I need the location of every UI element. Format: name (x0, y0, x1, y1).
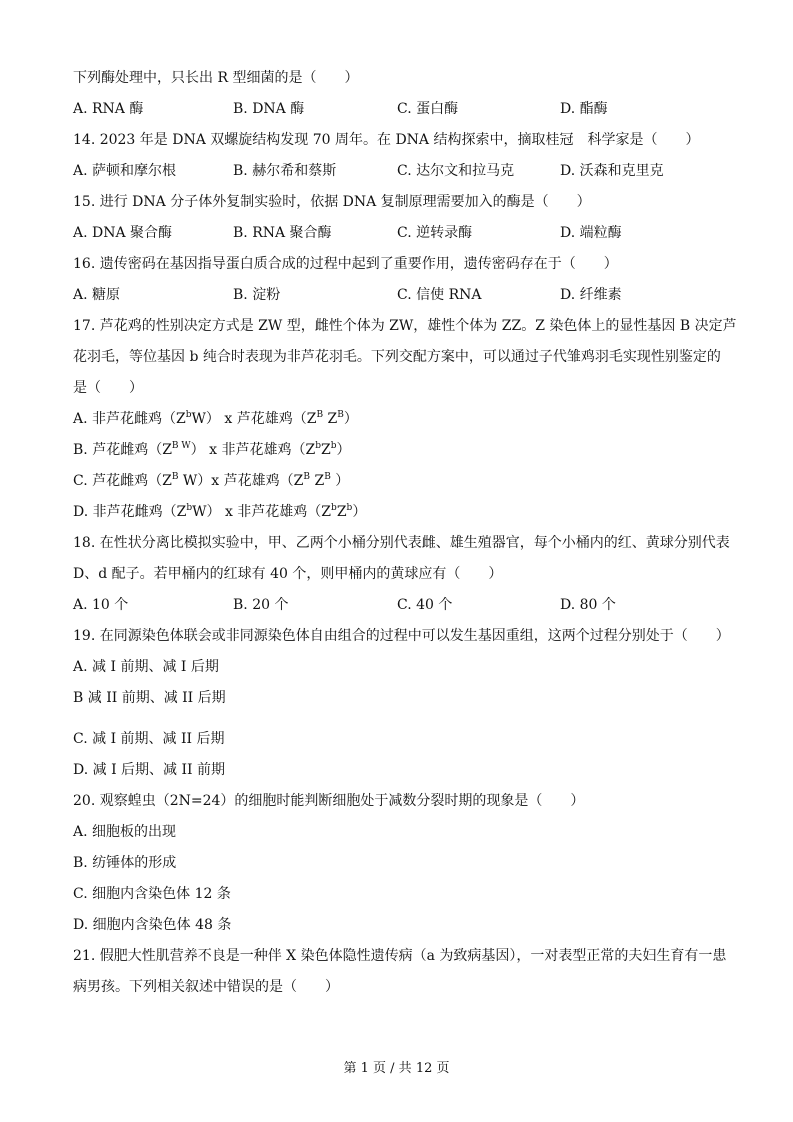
answer-option: B. DNA 酶 (233, 101, 305, 117)
text-segment: 花羽毛，等位基因 b 纯合时表现为非芦花羽毛。下列交配方案中，可以通过子代雏鸡羽毛实现性别鉴定的 (73, 349, 721, 365)
text-segment: 20. 观察蝗虫（2N=24）的细胞时能判断细胞处于减数分裂时期的现象是（ ） (73, 793, 585, 809)
answer-option: C. 达尔文和拉马克 (397, 163, 515, 179)
text-line (73, 311, 737, 342)
text-segment: W）x 芦花雄鸡（Z (178, 473, 304, 489)
superscript: B (171, 472, 179, 482)
option-row (73, 156, 733, 187)
answer-option: C. 蛋白酶 (397, 101, 459, 117)
text-segment: A. 非芦花雌鸡（Z (73, 411, 186, 427)
answer-option: D. 酯酶 (560, 101, 608, 117)
text-segment: C. 细胞内含染色体 12 条 (73, 886, 231, 902)
text-line (73, 755, 733, 786)
text-line (73, 187, 733, 218)
option-row (73, 218, 733, 249)
text-segment: B 减 II 前期、减 II 后期 (73, 690, 226, 706)
text-segment: 16. 遗传密码在基因指导蛋白质合成的过程中起到了重要作用，遗传密码存在于（ ） (73, 256, 618, 272)
answer-option: C. 40 个 (397, 597, 453, 613)
text-line (73, 621, 733, 652)
answer-option: A. 10 个 (73, 597, 129, 613)
text-segment: ） (330, 473, 350, 489)
answer-option: A. RNA 酶 (73, 101, 144, 117)
option-row (73, 590, 733, 621)
text-line (73, 466, 733, 497)
text-line (73, 528, 733, 559)
text-segment: 17. 芦花鸡的性别决定方式是 ZW 型，雌性个体为 ZW，雄性个体为 ZZ。Z 染色体上的显性基因 B 决定芦 (73, 318, 737, 334)
text-segment: 21. 假肥大性肌营养不良是一种伴 X 染色体隐性遗传病（a 为致病基因），一对表型正常的夫妇生育有一患 (73, 948, 727, 964)
superscript: B W (171, 441, 191, 451)
superscript: b (331, 503, 337, 513)
text-segment: D. 减 I 后期、减 II 前期 (73, 762, 226, 778)
text-segment: 是（ ） (73, 380, 143, 396)
text-line (73, 404, 733, 435)
text-segment: ） (343, 411, 358, 427)
text-segment: Z (310, 473, 325, 489)
text-line (73, 941, 733, 972)
text-segment: B. 芦花雌鸡（Z (73, 442, 172, 458)
text-segment: Z (323, 411, 338, 427)
text-line (73, 848, 733, 879)
option-row (73, 280, 733, 311)
text-segment: 14. 2023 年是 DNA 双螺旋结构发现 70 周年。在 DNA 结构探索中，摘取桂冠 科学家是（ ） (73, 132, 700, 148)
text-segment: 病男孩。下列相关叙述中错误的是（ ） (73, 979, 339, 995)
superscript: B (303, 472, 311, 482)
answer-option: A. 糖原 (73, 287, 121, 303)
text-line (73, 652, 733, 683)
answer-option: B. 20 个 (233, 597, 289, 613)
answer-option: A. 萨顿和摩尔根 (73, 163, 177, 179)
text-segment: 15. 进行 DNA 分子体外复制实验时，依据 DNA 复制原理需要加入的酶是（ ） (73, 194, 591, 210)
text-line (73, 125, 733, 156)
text-line (73, 724, 733, 755)
option-row (73, 94, 733, 125)
superscript: b (185, 410, 192, 420)
answer-option: B. 淀粉 (233, 287, 281, 303)
answer-option: D. 端粒酶 (560, 225, 622, 241)
answer-option: C. 信使 RNA (397, 287, 482, 303)
text-segment: B. 纺锤体的形成 (73, 855, 177, 871)
text-line (73, 972, 733, 1003)
text-segment: D. 细胞内含染色体 48 条 (73, 917, 232, 933)
text-line (73, 342, 733, 373)
text-line (73, 497, 733, 528)
text-segment: 下列酶处理中，只长出 R 型细菌的是（ ） (73, 70, 359, 86)
text-line (73, 249, 733, 280)
text-line (73, 786, 733, 817)
text-line (73, 879, 733, 910)
answer-option: B. RNA 聚合酶 (233, 225, 332, 241)
superscript: B (324, 472, 331, 482)
superscript: b (315, 441, 321, 451)
text-segment: C. 减 I 前期、减 II 后期 (73, 731, 225, 747)
answer-option: D. 沃森和克里克 (560, 163, 664, 179)
text-segment: 19. 在同源染色体联会或非同源染色体自由组合的过程中可以发生基因重组，这两个过程分别处于（ ） (73, 628, 730, 644)
text-segment: C. 芦花雌鸡（Z (73, 473, 172, 489)
text-segment: ） (352, 504, 367, 520)
text-line (73, 559, 733, 590)
text-line (73, 63, 733, 94)
text-line (73, 683, 733, 714)
document-body (73, 63, 737, 1003)
page-footer: 第 1 页 / 共 12 页 (343, 1061, 450, 1076)
text-segment: D. 非芦花雌鸡（Z (73, 504, 187, 520)
superscript: B (337, 410, 344, 420)
superscript: b (186, 503, 193, 513)
text-segment: Z (336, 504, 347, 520)
text-segment: W） x 芦花雄鸡（Z (191, 411, 317, 427)
superscript: b (330, 441, 337, 451)
text-line (73, 373, 733, 404)
text-segment: Z (320, 442, 331, 458)
text-line (73, 817, 733, 848)
superscript: B (316, 410, 324, 420)
answer-option: A. DNA 聚合酶 (73, 225, 173, 241)
superscript: b (346, 503, 353, 513)
text-line (73, 910, 733, 941)
text-segment: ） x 非芦花雄鸡（Z (190, 442, 316, 458)
text-segment: A. 细胞板的出现 (73, 824, 177, 840)
answer-option: D. 纤维素 (560, 287, 622, 303)
text-line (73, 435, 733, 466)
answer-option: B. 赫尔希和蔡斯 (233, 163, 337, 179)
text-segment: A. 减 I 前期、减 I 后期 (73, 659, 219, 675)
text-segment: W） x 非芦花雄鸡（Z (192, 504, 332, 520)
text-segment: D、d 配子。若甲桶内的红球有 40 个，则甲桶内的黄球应有（ ） (73, 566, 503, 582)
text-segment: ） (336, 442, 351, 458)
answer-option: D. 80 个 (560, 597, 616, 613)
text-segment: 18. 在性状分离比模拟实验中，甲、乙两个小桶分别代表雌、雄生殖器官，每个小桶内的红、黄球分别代表 (73, 535, 730, 551)
answer-option: C. 逆转录酶 (397, 225, 473, 241)
